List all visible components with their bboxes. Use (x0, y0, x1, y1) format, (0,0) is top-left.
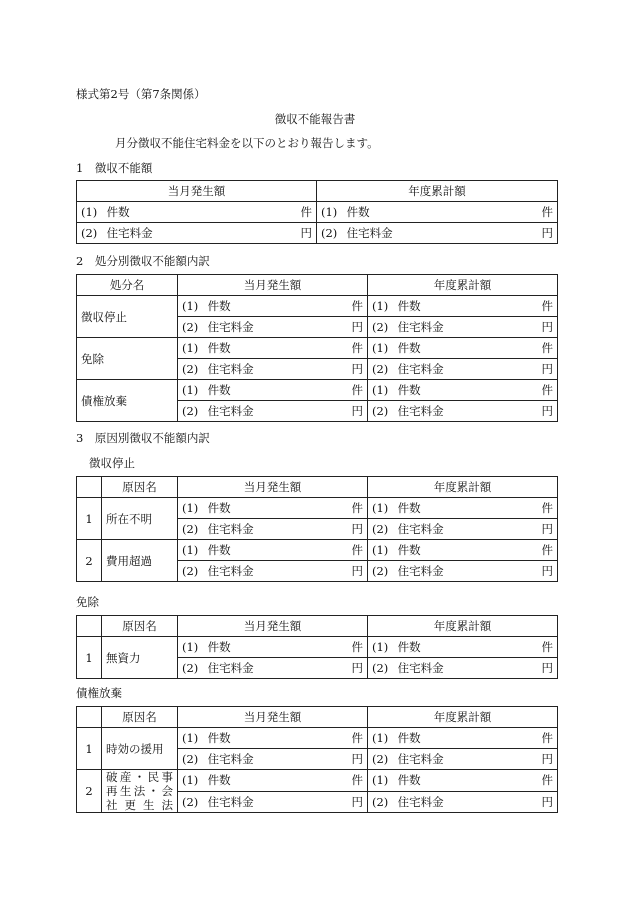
cause-name: 破産・民事再生法・会社更生法 (102, 770, 178, 813)
cause-table-exemption (76, 615, 558, 679)
disposal-name: 債権放棄 (77, 380, 178, 422)
table-row: (2) 住宅料金 円 (2) 住宅料金 円 (77, 223, 558, 244)
header-year: 年度累計額 (368, 275, 558, 296)
intro-text: 月分徴収不能住宅料金を以下のとおり報告します。 (115, 136, 379, 150)
cause-name: 無資力 (102, 637, 178, 679)
header-year: 年度累計額 (368, 477, 558, 498)
section2-heading: 2 処分別徴収不能額内訳 (76, 254, 210, 268)
table-row: 免除 (1) 件数 件 (1) 件数 件 (77, 338, 558, 359)
header-disposal: 処分名 (77, 275, 178, 296)
header-month: 当月発生額 (77, 181, 317, 202)
page-title: 徴収不能報告書 (274, 112, 356, 126)
cause-table-waiver (76, 706, 558, 813)
header-month: 当月発生額 (178, 707, 368, 728)
table-row: 1 無資力 (1) 件数 件 (1) 件数 件 (77, 637, 558, 658)
disposal-name: 免除 (77, 338, 178, 380)
table-row: 債権放棄 (1) 件数 件 (1) 件数 件 (77, 380, 558, 401)
row-number: 1 (77, 637, 102, 679)
row-number: 1 (77, 728, 102, 770)
row-number: 2 (77, 770, 102, 813)
header-cause: 原因名 (102, 477, 178, 498)
header-cause: 原因名 (102, 616, 178, 637)
table-row: 2 破産・民事再生法・会社更生法 (1) 件数 件 (1) 件数 件 (77, 770, 558, 792)
disposal-table (76, 274, 558, 422)
table-row: (2) 住宅料金 円 (2) 住宅料金 円 (77, 359, 558, 380)
header-cause: 原因名 (102, 707, 178, 728)
sub2-title: 免除 (76, 595, 99, 609)
cause-name: 所在不明 (102, 498, 178, 540)
table-row: (2) 住宅料金 円 (2) 住宅料金 円 (77, 401, 558, 422)
table-row: 1 時効の援用 (1) 件数 件 (1) 件数 件 (77, 728, 558, 749)
sub3-title: 債権放棄 (76, 686, 122, 700)
cause-name: 費用超過 (102, 540, 178, 582)
header-year: 年度累計額 (317, 181, 558, 202)
section1-heading: 1 徴収不能額 (76, 161, 153, 175)
table-row: (2) 住宅料金 円 (2) 住宅料金 円 (77, 791, 558, 813)
table-row: (1) 件数 件 (1) 件数 件 (77, 202, 558, 223)
table-row: 1 所在不明 (1) 件数 件 (1) 件数 件 (77, 498, 558, 519)
cause-name: 時効の援用 (102, 728, 178, 770)
header-year: 年度累計額 (368, 707, 558, 728)
table-row: (2) 住宅料金 円 (2) 住宅料金 円 (77, 561, 558, 582)
table-row: (2) 住宅料金 円 (2) 住宅料金 円 (77, 317, 558, 338)
form-id: 様式第2号（第7条関係） (76, 87, 206, 101)
header-year: 年度累計額 (368, 616, 558, 637)
table-row: (2) 住宅料金 円 (2) 住宅料金 円 (77, 519, 558, 540)
sub1-title: 徴収停止 (89, 456, 135, 470)
cause-table-collection-stop (76, 476, 558, 582)
row-number: 1 (77, 498, 102, 540)
table-row: 2 費用超過 (1) 件数 件 (1) 件数 件 (77, 540, 558, 561)
table-row: 徴収停止 (1) 件数 件 (1) 件数 件 (77, 296, 558, 317)
row-number: 2 (77, 540, 102, 582)
table-row: (2) 住宅料金 円 (2) 住宅料金 円 (77, 658, 558, 679)
table-row: (2) 住宅料金 円 (2) 住宅料金 円 (77, 749, 558, 770)
section3-heading: 3 原因別徴収不能額内訳 (76, 431, 210, 445)
header-month: 当月発生額 (178, 275, 368, 296)
summary-table (76, 180, 558, 244)
header-month: 当月発生額 (178, 477, 368, 498)
disposal-name: 徴収停止 (77, 296, 178, 338)
header-month: 当月発生額 (178, 616, 368, 637)
